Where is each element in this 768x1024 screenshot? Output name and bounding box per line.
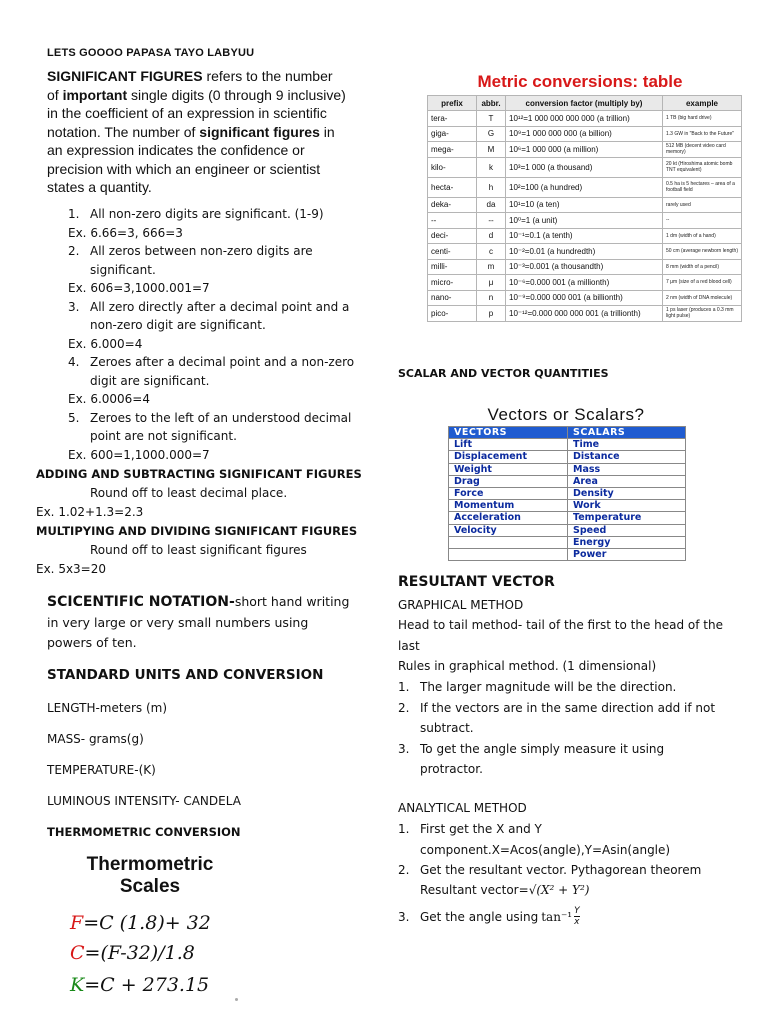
vs-vector: Acceleration [449,512,568,524]
metric-factor: 10⁹=1 000 000 000 (a billion) [506,126,663,142]
metric-prefix: micro- [428,275,477,291]
vs-col-scalars: SCALARS [568,427,686,439]
graphical-rule [398,698,728,739]
vs-title: Vectors or Scalars? [487,405,645,424]
vs-vector: Momentum [449,500,568,512]
vectors-scalars-image [446,405,686,565]
sigfig-intro [47,67,347,197]
multiplying-head: MULTIPYING AND DIVIDING SIGNIFICANT FIGURES [36,524,358,538]
vs-scalar: Area [568,475,686,487]
rule-num: 4. [68,355,80,369]
resultant-formula: √(X² + Y²) [528,883,590,897]
sci-notation [47,592,357,654]
metric-prefix: deci- [428,228,477,244]
vs-scalar: Time [568,439,686,451]
thermometric-scales-image [60,848,240,1008]
vs-vector [449,548,568,560]
rule-text: The larger magnitude will be the direction. [420,680,677,694]
analytical-step [398,860,728,881]
metric-factor: 10³=1 000 (a thousand) [506,157,663,177]
rule-text: Zeroes to the left of an understood decimal point are not significant. [90,410,352,443]
vs-row [449,512,686,524]
vs-vector: Velocity [449,524,568,536]
metric-table [427,95,742,322]
resultant-vector-formula [420,883,589,897]
vs-vector: Lift [449,439,568,451]
col-prefix: prefix [428,96,477,111]
formula-c-var: C [70,942,85,964]
step-num: 2. [398,863,410,877]
top-note: LETS GOOOO PAPASA TAYO LABYUU [47,47,255,59]
metric-example: 7 μm (size of a red blood cell) [663,275,742,291]
rule-text: To get the angle simply measure it using protractor. [420,741,665,776]
vs-row [449,439,686,451]
metric-example: 1 dm (width of a hand) [663,228,742,244]
metric-row [428,197,742,213]
graphical-rule [398,677,728,698]
metric-prefix: nano- [428,290,477,306]
metric-example: -- [663,213,742,229]
metric-abbr: μ [477,275,506,291]
rule-text: If the vectors are in the same direction add if not subtract. [420,700,716,735]
metric-abbr: da [477,197,506,213]
decorative-dot [235,998,238,1001]
rule-num: 1. [68,207,80,221]
metric-example: 1 TB (big hard drive) [663,111,742,127]
metric-example: rarely used [663,197,742,213]
sigfig-rules [68,205,368,464]
metric-example: 512 MB (decent video card memory) [663,142,742,158]
vs-row [449,463,686,475]
formula-f-rest: =C (1.8)+ 32 [83,912,211,934]
metric-example: 20 kt (Hiroshima atomic bomb TNT equivalent) [663,157,742,177]
metric-row [428,244,742,260]
rule-item [68,298,368,354]
adding-rule: Round off to least decimal place. [90,486,288,500]
metric-row [428,228,742,244]
metric-prefix: -- [428,213,477,229]
step-text: First get the X and Y component.X=Acos(angle),Y=Asin(angle) [420,822,671,857]
metric-factor: 10⁻¹²=0.000 000 000 001 (a trillionth) [506,306,663,322]
metric-row [428,157,742,177]
metric-example: 8 mm (width of a pencil) [663,259,742,275]
step-num: 3. [398,909,410,924]
vs-row [449,487,686,499]
vs-scalar: Density [568,487,686,499]
metric-prefix: kilo- [428,157,477,177]
metric-prefix: pico- [428,306,477,322]
metric-prefix: mega- [428,142,477,158]
rule-example: Ex. 6.000=4 [68,336,143,351]
col-example: example [663,96,742,111]
vs-row [449,524,686,536]
metric-abbr: -- [477,213,506,229]
metric-abbr: T [477,111,506,127]
rule-example: Ex. 6.66=3, 666=3 [68,225,183,240]
col-factor: conversion factor (multiply by) [506,96,663,111]
vs-vector: Drag [449,475,568,487]
metric-prefix: centi- [428,244,477,260]
vs-row [449,536,686,548]
vs-scalar: Temperature [568,512,686,524]
analytical-step [398,819,728,860]
vs-row [449,475,686,487]
adding-example: Ex. 1.02+1.3=2.3 [36,505,144,519]
metric-row [428,259,742,275]
formula-k [70,974,209,996]
rule-num: 1. [398,680,410,694]
step-text: Get the resultant vector. Pythagorean theorem [420,863,702,877]
metric-prefix: milli- [428,259,477,275]
intro-sigfig: significant figures [199,123,320,140]
metric-factor: 10⁰=1 (a unit) [506,213,663,229]
analytical-steps [398,819,728,881]
rule-example: Ex. 606=3,1000.001=7 [68,281,210,295]
metric-abbr: m [477,259,506,275]
vs-vector: Weight [449,463,568,475]
rule-num: 3. [68,299,80,314]
vs-header-row [449,427,686,439]
intro-text-1: refers to the number of [47,68,333,103]
analytical-step-3 [398,906,580,927]
metric-header-row [428,96,742,111]
metric-row [428,306,742,322]
metric-factor: 10¹²=1 000 000 000 000 (a trillion) [506,111,663,127]
head-to-tail: Head to tail method- tail of the first to the head of the last [398,618,723,653]
thermo-title [60,854,240,898]
rule-num: 5. [68,410,80,425]
thermo-title-2: Scales [119,876,181,897]
graphical-rules-head: Rules in graphical method. (1 dimensional) [398,659,657,673]
metric-abbr: G [477,126,506,142]
formula-c [70,942,195,964]
metric-factor: 10⁻⁶=0.000 001 (a millionth) [506,275,663,291]
unit-temperature: TEMPERATURE-(K) [47,763,156,777]
analytical-method: ANALYTICAL METHOD [398,801,527,815]
thermo-head: THERMOMETRIC CONVERSION [47,825,241,839]
metric-prefix: hecta- [428,177,477,197]
metric-abbr: n [477,290,506,306]
metric-factor: 10⁻²=0.01 (a hundredth) [506,244,663,260]
metric-factor: 10¹=10 (a ten) [506,197,663,213]
vs-scalar: Work [568,500,686,512]
intro-text-2: single digits (0 through 9 inclusive) in the coefficient of an expression in scientific notation. The number of [47,86,346,140]
vs-vector: Force [449,487,568,499]
sci-notation-head: SCICENTIFIC NOTATION- [47,594,235,610]
metric-row [428,126,742,142]
metric-prefix: tera- [428,111,477,127]
unit-luminous: LUMINOUS INTENSITY- CANDELA [47,794,241,808]
step-text: Get the angle using [420,909,539,924]
metric-abbr: M [477,142,506,158]
metric-abbr: c [477,244,506,260]
formula-f [70,912,211,934]
rule-num: 2. [68,244,80,258]
col-abbr: abbr. [477,96,506,111]
rule-num: 3. [398,741,410,756]
resultant-label: Resultant vector= [420,883,529,897]
metric-example: 2 nm (width of DNA molecule) [663,290,742,306]
metric-title: Metric conversions: table [477,72,683,91]
sigfig-term: SIGNIFICANT FIGURES [47,68,203,84]
metric-factor: 10⁻¹=0.1 (a tenth) [506,228,663,244]
adding-head: ADDING AND SUBTRACTING SIGNIFICANT FIGURES [36,467,362,481]
rule-item [68,409,368,465]
graphical-rule [398,739,728,780]
rule-text: All zeros between non-zero digits are significant. [90,244,313,277]
metric-abbr: h [477,177,506,197]
graphical-method: GRAPHICAL METHOD [398,598,524,612]
rule-text: All zero directly after a decimal point and a non-zero digit are significant. [90,299,350,332]
intro-important: important [62,86,128,103]
formula-f-var: F [70,912,84,934]
rule-item [68,205,368,242]
metric-abbr: d [477,228,506,244]
vs-col-vectors: VECTORS [449,427,568,439]
fraction-denominator: x [574,917,580,927]
metric-row [428,275,742,291]
rule-text: Zeroes after a decimal point and a non-zero digit are significant. [90,355,355,388]
metric-abbr: k [477,157,506,177]
rule-item [68,242,368,298]
vs-row [449,451,686,463]
metric-example: 50 cm (average newborn length) [663,244,742,260]
metric-factor: 10⁻⁹=0.000 000 001 (a billionth) [506,290,663,306]
intro-text-3: in an expression indicates the confidence or precision with which an engineer or scientist states a quantity. [47,123,335,195]
metric-factor: 10⁶=1 000 000 (a million) [506,142,663,158]
formula-k-var: K [70,974,85,996]
scalar-vector-head: SCALAR AND VECTOR QUANTITIES [398,367,609,380]
metric-factor: 10⁻³=0.001 (a thousandth) [506,259,663,275]
metric-row [428,111,742,127]
resultant-head: RESULTANT VECTOR [398,574,555,590]
metric-row [428,290,742,306]
metric-example: 1.3 GW in "Back to the Future" [663,126,742,142]
angle-fraction [574,906,580,927]
formula-c-rest: =(F-32)/1.8 [84,942,195,964]
fraction-numerator: Y [574,906,580,916]
vs-scalar: Energy [568,536,686,548]
thermo-title-1: Thermometric [86,854,214,875]
vs-vector: Displacement [449,451,568,463]
metric-abbr: p [477,306,506,322]
vs-scalar: Mass [568,463,686,475]
vs-vector [449,536,568,548]
rule-example: Ex. 600=1,1000.000=7 [68,447,210,462]
vs-row [449,548,686,560]
metric-factor: 10²=100 (a hundred) [506,177,663,197]
multiplying-rule: Round off to least significant figures [90,543,307,557]
metric-row [428,142,742,158]
vs-row [449,500,686,512]
vs-scalar: Distance [568,451,686,463]
formula-k-rest: =C + 273.15 [84,974,210,996]
metric-example: 0.5 ha is 5 hectares – area of a football field [663,177,742,197]
vs-scalar: Speed [568,524,686,536]
metric-example: 1 ps laser (produces a 0.3 mm light pulse) [663,306,742,322]
metric-prefix: giga- [428,126,477,142]
sci-notation-text: short hand writing in very large or very small numbers using powers of ten. [47,594,350,650]
rule-item [68,353,368,409]
graphical-rules [398,677,728,780]
vs-table [448,426,686,561]
tan-inverse: tan⁻¹ [541,909,573,924]
vs-scalar: Power [568,548,686,560]
std-units-head: STANDARD UNITS AND CONVERSION [47,667,324,683]
unit-mass: MASS- grams(g) [47,732,144,746]
multiplying-example: Ex. 5x3=20 [36,562,107,576]
metric-row [428,213,742,229]
unit-length: LENGTH-meters (m) [47,701,168,715]
metric-row [428,177,742,197]
metric-prefix: deka- [428,197,477,213]
rule-example: Ex. 6.0006=4 [68,392,150,406]
step-num: 1. [398,822,410,836]
rule-num: 2. [398,700,410,715]
rule-text: All non-zero digits are significant. (1-9) [90,207,324,221]
